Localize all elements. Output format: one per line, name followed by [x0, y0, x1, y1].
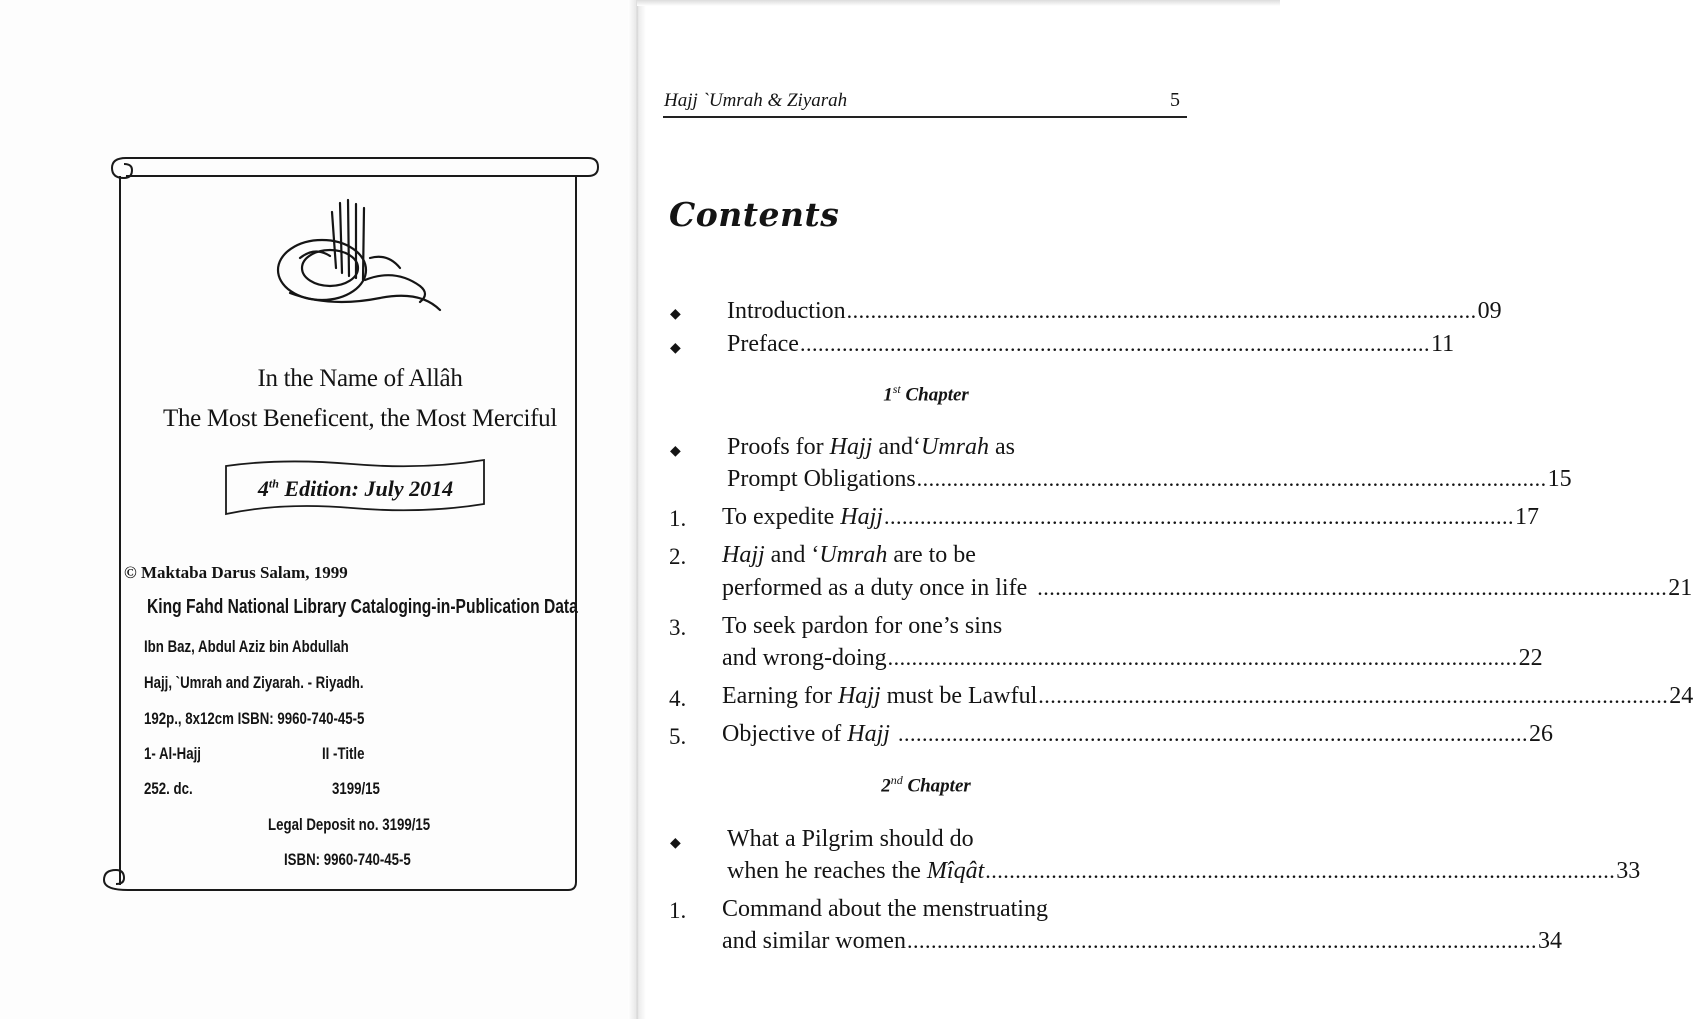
running-title: Hajj `Umrah & Ziyarah [664, 90, 848, 111]
toc-text: as [989, 434, 1015, 460]
toc-text: Objective of [722, 721, 848, 747]
cip-legal-deposit: Legal Deposit no. 3199/15 [268, 815, 431, 834]
diamond-bullet-icon: ◆ [670, 307, 681, 322]
cip-author: Ibn Baz, Abdul Aziz bin Abdullah [144, 637, 349, 656]
toc-text: Earning for [722, 683, 838, 709]
diamond-bullet-icon: ◆ [670, 341, 681, 356]
toc-entry-objective[interactable] [722, 721, 1553, 751]
toc-entry-proofs-line1 [727, 434, 1015, 461]
diamond-bullet-icon: ◆ [670, 836, 681, 851]
edition-suffix: th [268, 476, 279, 491]
toc-title [727, 858, 984, 885]
toc-page: 15 [1547, 466, 1572, 492]
bismillah-calligraphy [270, 198, 450, 323]
toc-title: performed as a duty once in life [722, 575, 1028, 601]
toc-page: 34 [1537, 928, 1562, 954]
toc-page: 11 [1430, 331, 1455, 357]
cip-book: Hajj, `Umrah and Ziyarah. - Riyadh. [144, 673, 364, 692]
toc-title [722, 721, 890, 748]
toc-text-italic: Hajj [837, 683, 881, 709]
chapter-1-heading [662, 382, 1190, 406]
toc-page: 09 [1477, 298, 1502, 324]
toc-leader: ......................................................................................................... [906, 928, 1537, 953]
cip-pages-isbn: 192p., 8x12cm ISBN: 9960-740-45-5 [144, 709, 365, 728]
chapter-label: Chapter [905, 384, 969, 406]
book-gutter [628, 0, 646, 1019]
invocation-line-1: In the Name of Allâh [257, 365, 463, 392]
toc-title: and wrong-doing [722, 645, 887, 671]
invocation-line-2: The Most Beneficent, the Most Merciful [162, 405, 558, 432]
toc-number: 3. [669, 615, 687, 640]
toc-text: Proofs for [727, 434, 830, 460]
toc-number: 1. [669, 898, 687, 923]
toc-entry-pardon-line1: To seek pardon for one’s sins [722, 613, 1003, 639]
toc-page: 26 [1528, 721, 1553, 747]
toc-leader: ......................................................................................................... [887, 645, 1518, 670]
page-top-edge [637, 0, 1280, 6]
edition-text: Edition: July 2014 [278, 476, 454, 501]
toc-page: 17 [1514, 504, 1539, 530]
toc-text-italic: Hajj [847, 721, 890, 747]
toc-entry-command-line1: Command about the menstruating [722, 896, 1048, 922]
toc-leader: ......................................................................................................... [846, 298, 1477, 323]
toc-leader: ......................................................................................................... [883, 504, 1514, 529]
toc-text-italic: Hajj [722, 542, 765, 568]
toc-page: 24 [1669, 683, 1693, 709]
toc-title: Prompt Obligations [727, 466, 916, 492]
toc-entry-expedite[interactable] [722, 504, 1539, 534]
toc-text: To expedite [722, 504, 841, 530]
chapter-suffix: nd [890, 773, 903, 787]
cip-dewey-number: 3199/15 [332, 779, 380, 798]
toc-page: 22 [1518, 645, 1543, 671]
toc-number: 4. [669, 686, 687, 711]
toc-leader: ......................................................................................................... [1038, 683, 1669, 708]
toc-text: and‘ [872, 434, 921, 460]
toc-number: 5. [669, 724, 687, 749]
toc-page: 33 [1616, 858, 1641, 884]
chapter-2-heading [662, 773, 1190, 797]
toc-entry-duty-line1 [722, 542, 976, 569]
toc-number: 1. [669, 506, 687, 531]
toc-title [722, 504, 883, 531]
toc-entry-proofs[interactable] [727, 466, 1572, 496]
toc-title [722, 683, 1037, 710]
header-rule [663, 116, 1187, 118]
chapter-ordinal: 2 [881, 775, 891, 797]
chapter-suffix: st [892, 382, 901, 396]
toc-title: Preface [727, 331, 799, 357]
toc-entry-earning[interactable] [722, 683, 1693, 713]
toc-entry-command[interactable] [722, 928, 1562, 958]
toc-number: 2. [669, 544, 687, 569]
toc-entry-duty[interactable] [722, 575, 1693, 605]
toc-text-italic: Hajj [829, 434, 873, 460]
cip-isbn: ISBN: 9960-740-45-5 [284, 850, 411, 869]
toc-page: 21 [1668, 575, 1693, 601]
toc-text: and ‘ [764, 542, 820, 568]
cip-dewey: 252. dc. [144, 779, 193, 798]
toc-text: are to be [887, 542, 976, 568]
toc-text: must be Lawful [880, 683, 1038, 709]
toc-leader: ......................................................................................................... [985, 858, 1616, 883]
toc-leader: ......................................................................................................... [1037, 575, 1668, 600]
page-number: 5 [1170, 89, 1180, 111]
toc-entry-pilgrim[interactable] [727, 858, 1641, 888]
toc-text-italic: Umrah [920, 434, 989, 460]
toc-entry-preface[interactable] [727, 331, 1455, 361]
toc-title: and similar women [722, 928, 906, 954]
chapter-ordinal: 1 [883, 384, 893, 406]
toc-leader: ......................................................................................................... [916, 466, 1547, 491]
contents-title: Contents [669, 195, 840, 234]
cip-subject-1: 1- Al-Hajj [144, 744, 201, 763]
edition-label [228, 476, 483, 502]
toc-entry-pardon[interactable] [722, 645, 1543, 675]
toc-title: Introduction [727, 298, 846, 324]
cip-subject-2: II -Title [322, 744, 365, 763]
toc-text: when he reaches the [727, 858, 927, 884]
toc-entry-introduction[interactable] [727, 298, 1502, 328]
edition-ordinal: 4 [257, 476, 269, 501]
diamond-bullet-icon: ◆ [670, 444, 681, 459]
toc-text-italic: Umrah [819, 542, 888, 568]
toc-text-italic: Hajj [840, 504, 883, 530]
chapter-label: Chapter [907, 775, 971, 797]
toc-entry-pilgrim-line1: What a Pilgrim should do [727, 826, 974, 852]
cip-title: King Fahd National Library Cataloging-in-Publication Data [147, 596, 578, 618]
copyright-line: © Maktaba Darus Salam, 1999 [124, 563, 348, 582]
toc-leader: ......................................................................................................... [897, 721, 1528, 746]
toc-leader: ......................................................................................................... [799, 331, 1430, 356]
toc-text-italic: Mîqât [926, 858, 985, 884]
left-page [0, 0, 637, 1019]
